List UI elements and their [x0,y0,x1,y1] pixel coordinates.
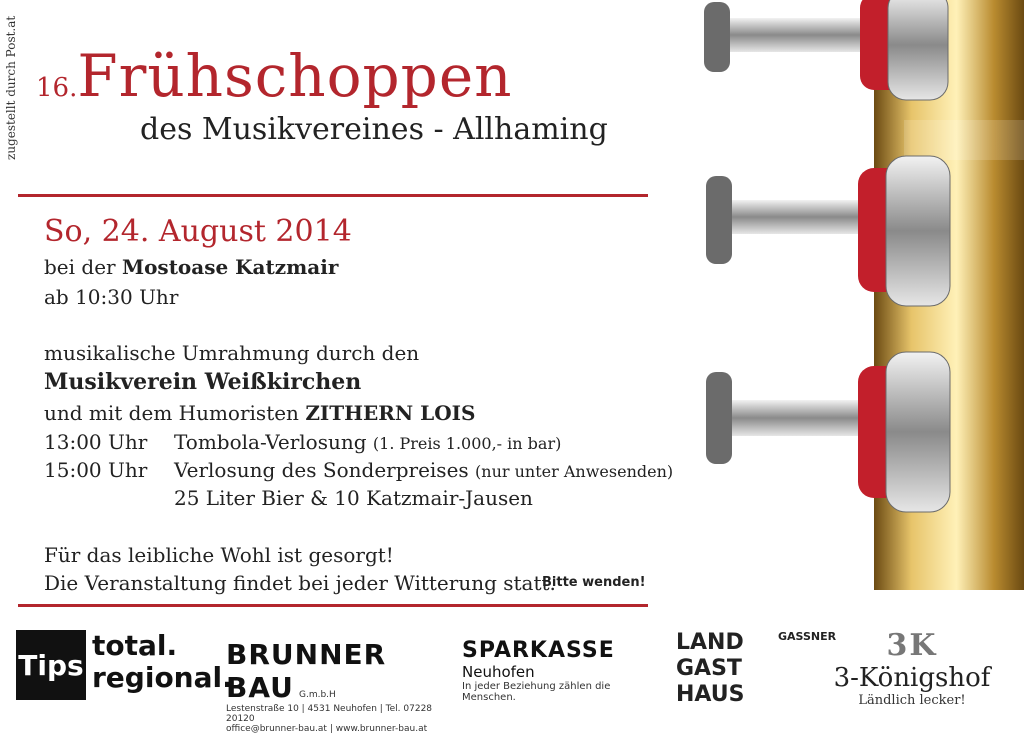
brunner-line-2-row [226,671,454,704]
venue-name: Mostoase Katzmair [121,255,339,279]
venue-prefix: bei der [44,255,116,279]
schedule-note: (1. Preis 1.000,- in bar) [372,434,562,453]
please-turn-note: Bitte wenden! [542,575,646,590]
landgasthaus-word-3: HAUS [676,682,745,707]
band-name: Musikverein Weißkirchen [44,369,362,395]
landgasthaus-word-2: GAST [676,656,742,681]
top-divider [18,194,648,197]
schedule-row [44,430,673,458]
schedule-text [174,430,561,454]
brunner-line-2: BAU [226,671,294,704]
brunner-line-1: BRUNNER [226,638,387,671]
closing-line-2: Die Veranstaltung findet bei jeder Witterung statt. [44,571,556,595]
event-venue [44,255,338,279]
schedule-time: 15:00 Uhr [44,458,148,482]
brunner-bau-logo [226,638,454,734]
closing [44,541,556,597]
brunner-suffix: G.m.b.H [298,690,336,700]
valve-3 [706,352,950,512]
event-time: ab 10:30 Uhr [44,285,179,309]
schedule [44,430,673,514]
trumpet-valves-image [664,0,1024,590]
humorist-name: ZITHERN LOIS [305,401,476,425]
sparkasse-logo [462,638,662,718]
schedule-text [174,458,673,482]
schedule-title: 25 Liter Bier & 10 Katzmair-Jausen [174,486,533,510]
landgasthaus-name: GASSNER [778,630,837,643]
bottom-divider [18,604,648,607]
closing-line-1: Für das leibliche Wohl ist gesorgt! [44,543,394,567]
schedule-title: Tombola-Verlosung [174,430,367,454]
subtitle: des Musikvereines - Allhaming [140,112,608,147]
koenigshof-logo [812,628,1012,720]
humorist-line [44,401,475,425]
total-regional-line-2: regional. [92,661,233,694]
humorist-prefix: und mit dem Humoristen [44,401,299,425]
schedule-note: (nur unter Anwesenden) [475,462,674,481]
koenigshof-tag: Ländlich lecker! [858,693,966,708]
valve-2 [706,156,950,306]
brunner-web: office@brunner-bau.at | www.brunner-bau.at [226,724,428,734]
schedule-row [44,458,673,486]
total-regional-logo [92,629,233,700]
schedule-text [174,486,533,510]
schedule-time: 13:00 Uhr [44,430,148,454]
valve-1 [704,0,948,100]
tips-label: Tips [18,648,84,682]
sponsor-bar [0,610,1024,734]
tips-logo [16,630,86,700]
title-main: Frühschoppen [77,42,513,110]
delivery-note: zugestellt durch Post.at [4,15,18,160]
sparkasse-claim: In jeder Beziehung zählen die Menschen. [462,681,611,703]
koenigshof-name: 3-Königshof [833,663,991,693]
schedule-row [44,486,673,514]
koenigshof-mark: 3K [886,628,938,663]
landgasthaus-gassner-logo [676,630,837,722]
music-intro: musikalische Umrahmung durch den [44,341,420,365]
event-title [36,42,513,110]
sparkasse-town: Neuhofen [462,663,535,681]
sparkasse-name: SPARKASSE [462,638,615,663]
schedule-title: Verlosung des Sonderpreises [174,458,469,482]
edition-number: 16. [36,73,78,103]
brunner-address: Lestenstraße 10 | 4531 Neuhofen | Tel. 07228 20120 [226,704,433,724]
landgasthaus-word-1: LAND [676,630,744,655]
total-regional-line-1: total. [92,629,178,662]
event-date: So, 24. August 2014 [44,214,352,249]
